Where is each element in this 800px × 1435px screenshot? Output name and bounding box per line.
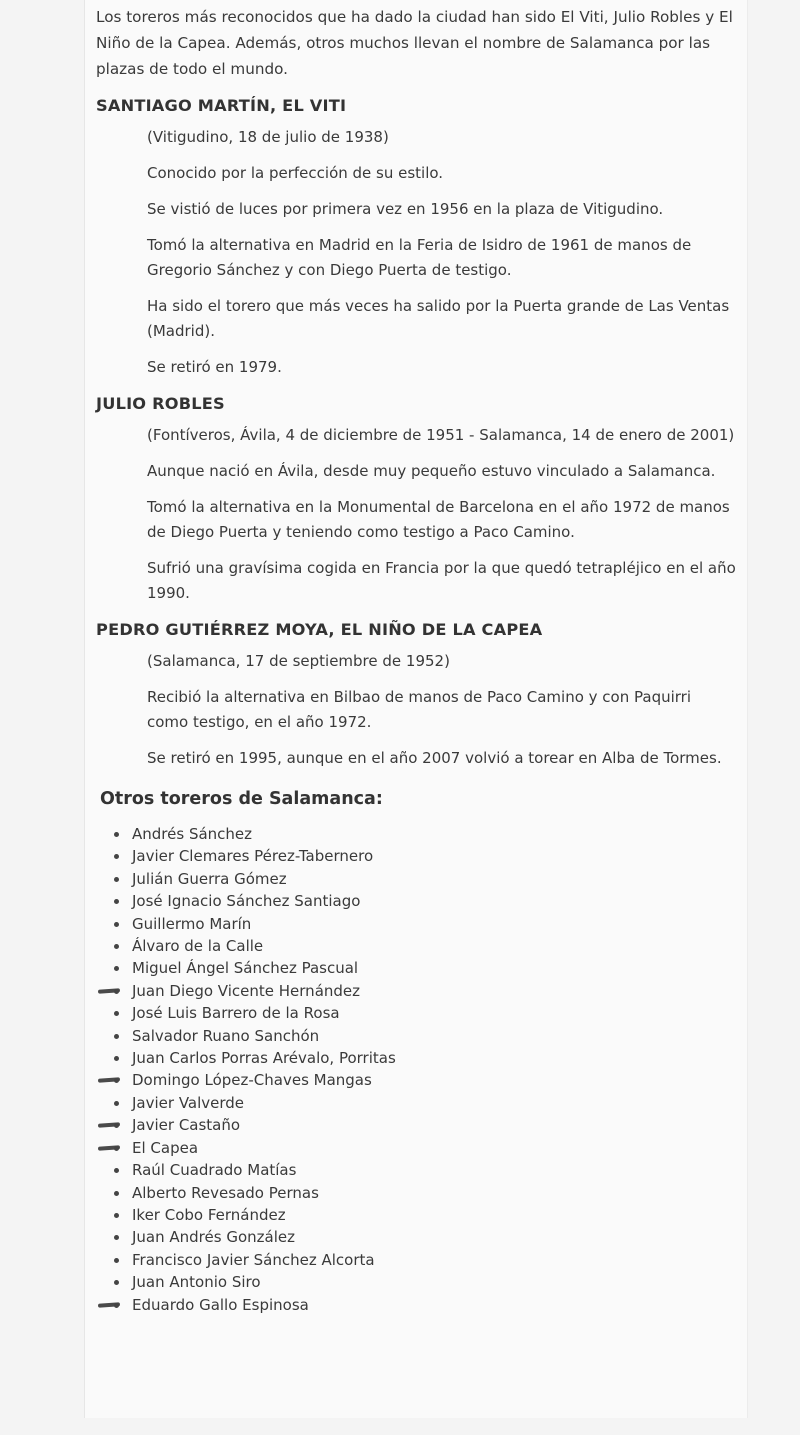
list-item-label: Alberto Revesado Pernas [132,1183,319,1202]
bullet-icon [114,1056,119,1061]
list-item-label: José Luis Barrero de la Rosa [132,1004,340,1023]
section-heading: PEDRO GUTIÉRREZ MOYA, EL NIÑO DE LA CAPEA [96,620,543,639]
list-item-label: Juan Diego Vicente Hernández [132,981,361,1000]
bullet-icon [114,1213,119,1218]
list-item [114,1294,736,1316]
list-item [114,1271,736,1293]
list-item [114,823,736,845]
list-item [114,1047,736,1069]
section-el-viti [96,96,736,380]
paragraph: (Vitigudino, 18 de julio de 1938) [147,128,389,146]
section-heading: JULIO ROBLES [96,394,225,413]
list-item [114,957,736,979]
list-item [114,868,736,890]
bullet-icon [114,899,119,904]
list-item [114,980,736,1002]
paragraph: Recibió la alternativa en Bilbao de manos de Paco Camino y con Paquirri como testigo, en el año 1972. [147,688,691,731]
intro-paragraph: Los toreros más reconocidos que ha dado la ciudad han sido El Viti, Julio Robles y El Niño de la Capea. Además, otros muchos llevan el nombre de Salamanca por las plazas de todo el mundo. [96,8,733,78]
list-item-label: Iker Cobo Fernández [132,1205,286,1224]
list-item [114,890,736,912]
list-item-label: Francisco Javier Sánchez Alcorta [132,1250,375,1269]
list-item-label: Domingo López-Chaves Mangas [132,1071,372,1090]
list-item [114,1025,736,1047]
paragraph: Sufrió una gravísima cogida en Francia por la que quedó tetrapléjico en el año 1990. [147,559,736,602]
list-item-label: Eduardo Gallo Espinosa [132,1295,309,1314]
section-body [147,125,736,380]
list-item-label: Guillermo Marín [132,914,252,933]
bullet-icon [114,832,119,837]
bullet-icon [114,989,119,994]
bullet-icon [114,854,119,859]
list-item-label: Miguel Ángel Sánchez Pascual [132,959,359,978]
others-list [96,823,736,1316]
list-item-label: Andrés Sánchez [132,825,253,843]
bullet-icon [114,1258,119,1263]
list-item-label: Raúl Cuadrado Matías [132,1161,297,1180]
paragraph: Se retiró en 1979. [147,358,282,376]
bullet-icon [114,1123,119,1128]
paragraph: Ha sido el torero que más veces ha salido por la Puerta grande de Las Ventas (Madrid). [147,297,730,340]
list-item-label: Javier Clemares Pérez-Tabernero [132,847,374,866]
list-item [114,1137,736,1159]
list-item [114,1204,736,1226]
paragraph: Se vistió de luces por primera vez en 1956 en la plaza de Vitigudino. [147,200,664,218]
list-item-label: José Ignacio Sánchez Santiago [132,892,361,911]
list-item [114,1092,736,1114]
bullet-icon [114,1235,119,1240]
list-item-label: Juan Antonio Siro [132,1273,261,1292]
paragraph: Se retiró en 1995, aunque en el año 2007 volvió a torear en Alba de Tormes. [147,749,722,767]
bullet-icon [114,1280,119,1285]
bullet-icon [114,877,119,882]
list-item-label: El Capea [132,1138,199,1157]
list-item [114,1182,736,1204]
bullet-icon [114,1011,119,1016]
bullet-icon [114,1101,119,1106]
others-heading: Otros toreros de Salamanca: [100,789,383,809]
bullet-icon [114,1191,119,1196]
list-item [114,913,736,935]
paragraph: Aunque nació en Ávila, desde muy pequeño estuvo vinculado a Salamanca. [147,462,716,480]
section-body [147,649,736,771]
list-item-label: Salvador Ruano Sanchón [132,1026,320,1045]
paragraph: (Salamanca, 17 de septiembre de 1952) [147,652,450,670]
section-body [147,423,736,606]
list-item-label: Javier Castaño [132,1116,241,1135]
paragraph: (Fontíveros, Ávila, 4 de diciembre de 1951 - Salamanca, 14 de enero de 2001) [147,426,735,444]
bullet-icon [114,944,119,949]
list-item-label: Julián Guerra Gómez [132,869,287,888]
bullet-icon [114,966,119,971]
paragraph: Tomó la alternativa en Madrid en la Feria de Isidro de 1961 de manos de Gregorio Sánchez y con Diego Puerta de testigo. [147,236,692,279]
bullet-icon [114,1168,119,1173]
bullet-icon [114,922,119,927]
document-content [96,4,736,1316]
list-item [114,1002,736,1024]
list-item [114,935,736,957]
section-nino-de-la-capea [96,620,736,771]
list-item-label: Juan Carlos Porras Arévalo, Porritas [132,1049,396,1068]
list-item [114,845,736,867]
list-item [114,1159,736,1181]
list-item-label: Juan Andrés González [132,1228,295,1247]
bullet-icon [114,1078,119,1083]
list-item [114,1114,736,1136]
list-item [114,1249,736,1271]
bullet-icon [114,1034,119,1039]
list-item [114,1069,736,1091]
section-heading: SANTIAGO MARTÍN, EL VITI [96,96,347,115]
list-item-label: Álvaro de la Calle [132,937,264,956]
list-item [114,1226,736,1248]
bullet-icon [114,1303,119,1308]
paragraph: Tomó la alternativa en la Monumental de Barcelona en el año 1972 de manos de Diego Puerta y teniendo como testigo a Paco Camino. [147,498,730,541]
list-item-label: Javier Valverde [132,1093,245,1112]
section-julio-robles [96,394,736,606]
paragraph: Conocido por la perfección de su estilo. [147,164,444,182]
bullet-icon [114,1146,119,1151]
